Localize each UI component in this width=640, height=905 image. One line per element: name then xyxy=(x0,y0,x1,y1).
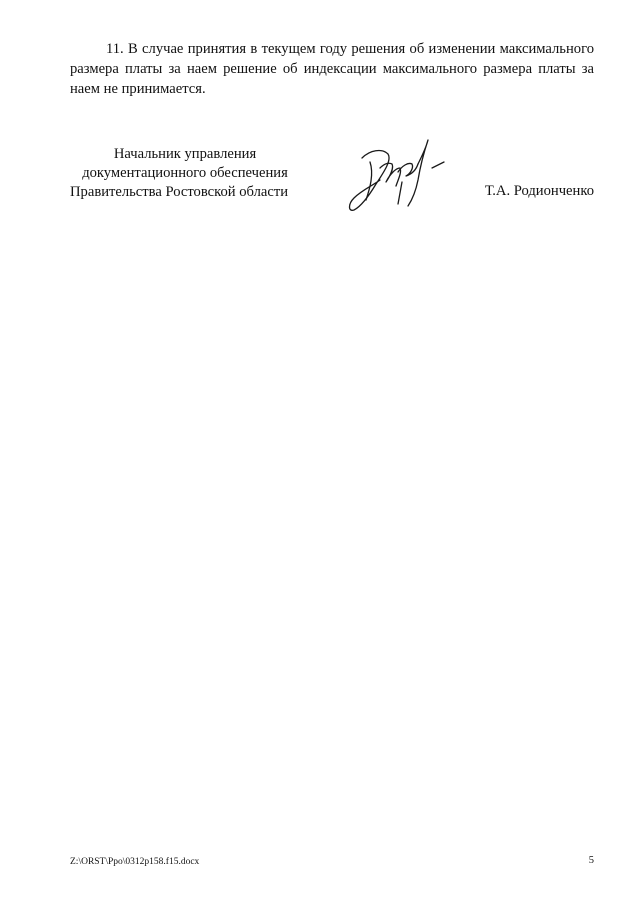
signatory-position xyxy=(70,145,300,202)
position-line-3: Правительства Ростовской области xyxy=(70,184,289,200)
page-number: 5 xyxy=(588,855,594,866)
signatory-name: Т.А. Родионченко xyxy=(484,183,594,199)
handwritten-signature xyxy=(340,128,450,218)
position-line-1: Начальник управления xyxy=(113,146,257,162)
paragraph-11: 11. В случае принятия в текущем году решения об изменении максимального размера платы за наем решение об индексации максимального размера платы за наем не принимается. xyxy=(70,41,594,97)
position-line-2: документационного обеспечения xyxy=(82,165,288,181)
footer-file-path: Z:\ORST\Ppo\0312p158.f15.docx xyxy=(70,857,200,867)
